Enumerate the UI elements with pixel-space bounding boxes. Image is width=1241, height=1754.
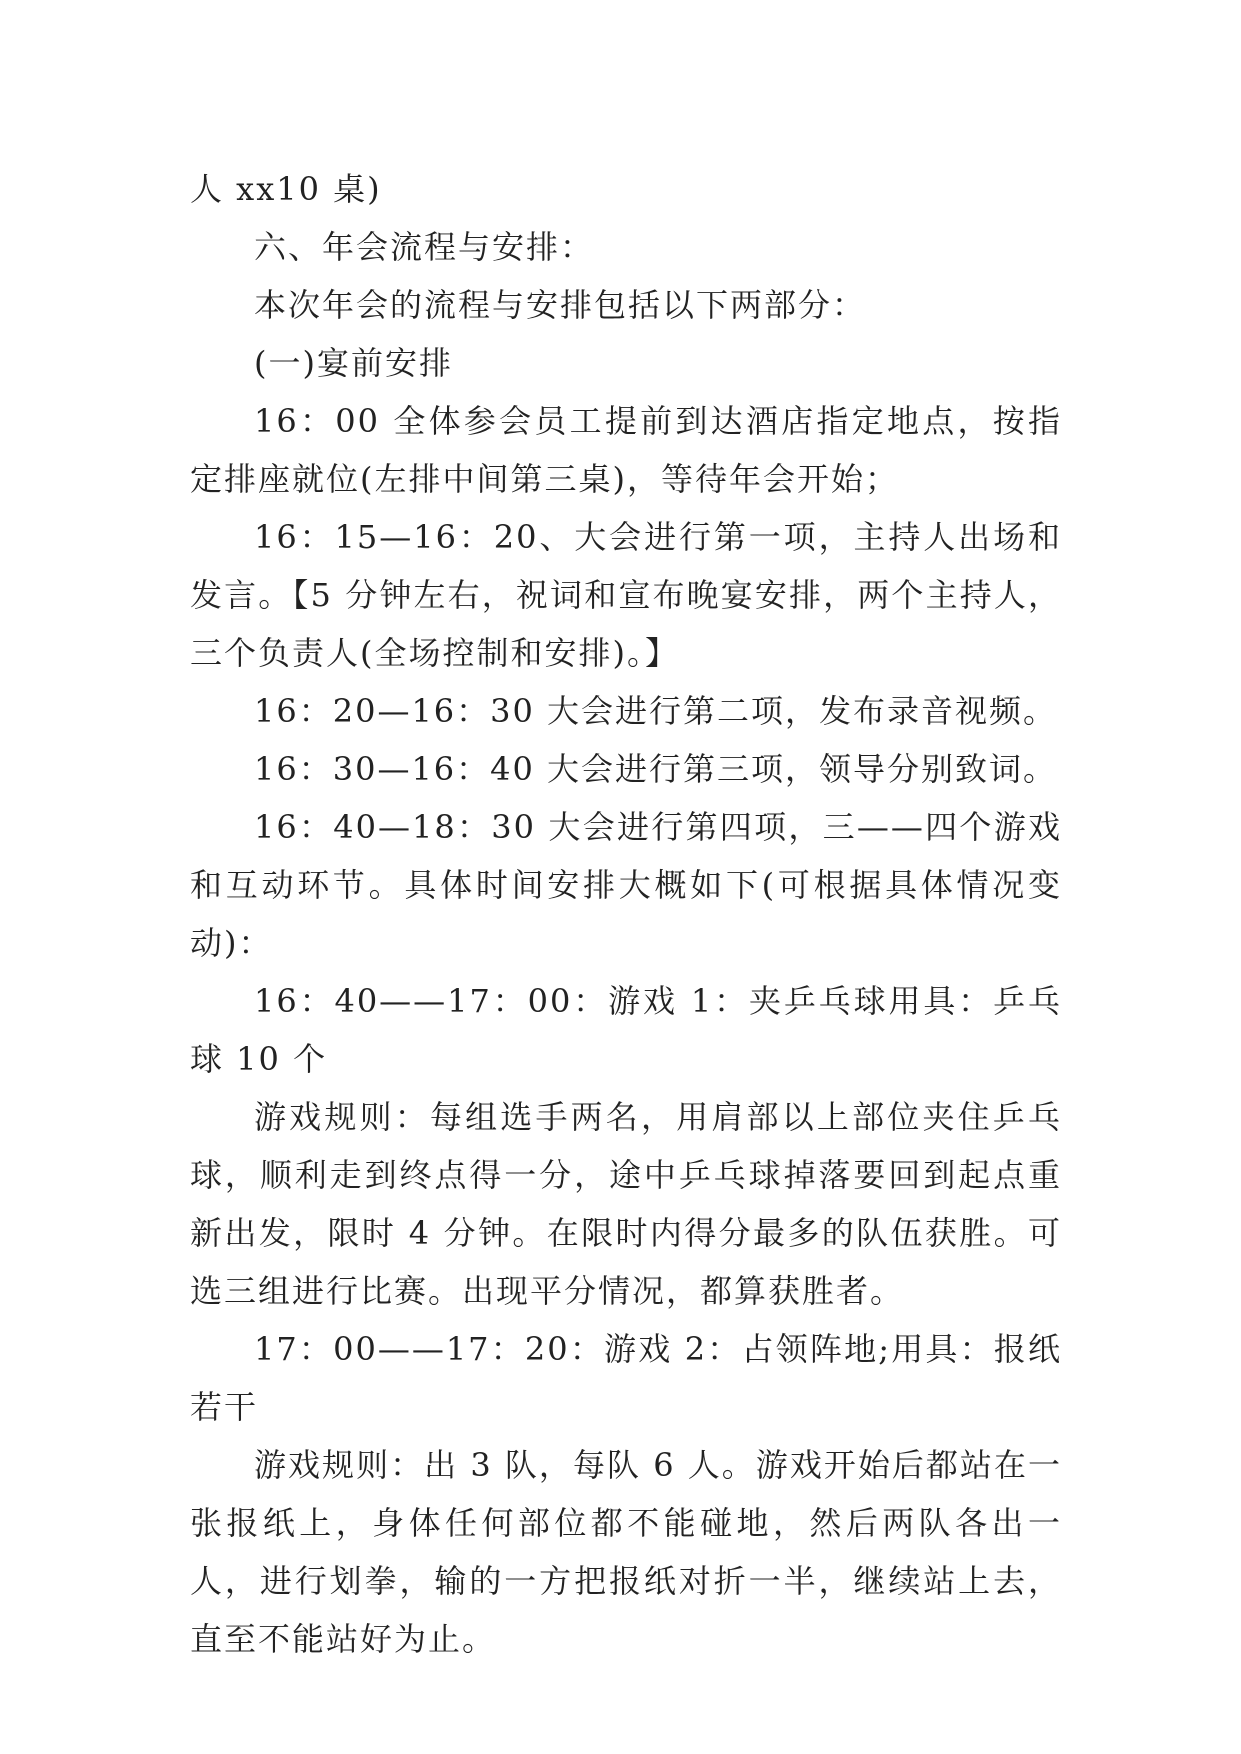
paragraph-schedule-1640: 16：40—18：30 大会进行第四项，三——四个游戏和互动环节。具体时间安排大概如下(可根据具体情况变动)：	[190, 808, 1062, 962]
paragraph-intro: 本次年会的流程与安排包括以下两部分：	[254, 286, 867, 324]
paragraph-game-1-rules: 游戏规则：每组选手两名，用肩部以上部位夹住乒乓球，顺利走到终点得一分，途中乒乓球掉落要回到起点重新出发，限时 4 分钟。在限时内得分最多的队伍获胜。可选三组进行比赛。出现平分情况，都算获胜者。	[190, 1098, 1062, 1310]
paragraph-schedule-1615: 16：15—16：20、大会进行第一项，主持人出场和发言。【5 分钟左右，祝词和宣布晚宴安排，两个主持人，三个负责人(全场控制和安排)。】	[190, 518, 1062, 672]
paragraph-subheading: (一)宴前安排	[254, 344, 453, 382]
paragraph-schedule-1630: 16：30—16：40 大会进行第三项，领导分别致词。	[254, 750, 1058, 788]
paragraph-game-2: 17：00——17：20：游戏 2：占领阵地;用具：报纸若干	[190, 1330, 1062, 1426]
paragraph-schedule-1620: 16：20—16：30 大会进行第二项，发布录音视频。	[254, 692, 1058, 730]
paragraph-game-2-rules: 游戏规则：出 3 队，每队 6 人。游戏开始后都站在一张报纸上，身体任何部位都不能碰地，然后两队各出一人，进行划拳，输的一方把报纸对折一半，继续站上去，直至不能站好为止。	[190, 1446, 1062, 1658]
paragraph-table-note: 人 xx10 桌)	[190, 170, 382, 208]
paragraph-game-1: 16：40——17：00：游戏 1：夹乒乓球用具：乒乓球 10 个	[190, 982, 1062, 1078]
paragraph-section-heading: 六、年会流程与安排：	[254, 228, 595, 266]
document-body	[190, 160, 1062, 1668]
paragraph-schedule-1600: 16：00 全体参会员工提前到达酒店指定地点，按指定排座就位(左排中间第三桌)，等待年会开始；	[190, 402, 1062, 498]
